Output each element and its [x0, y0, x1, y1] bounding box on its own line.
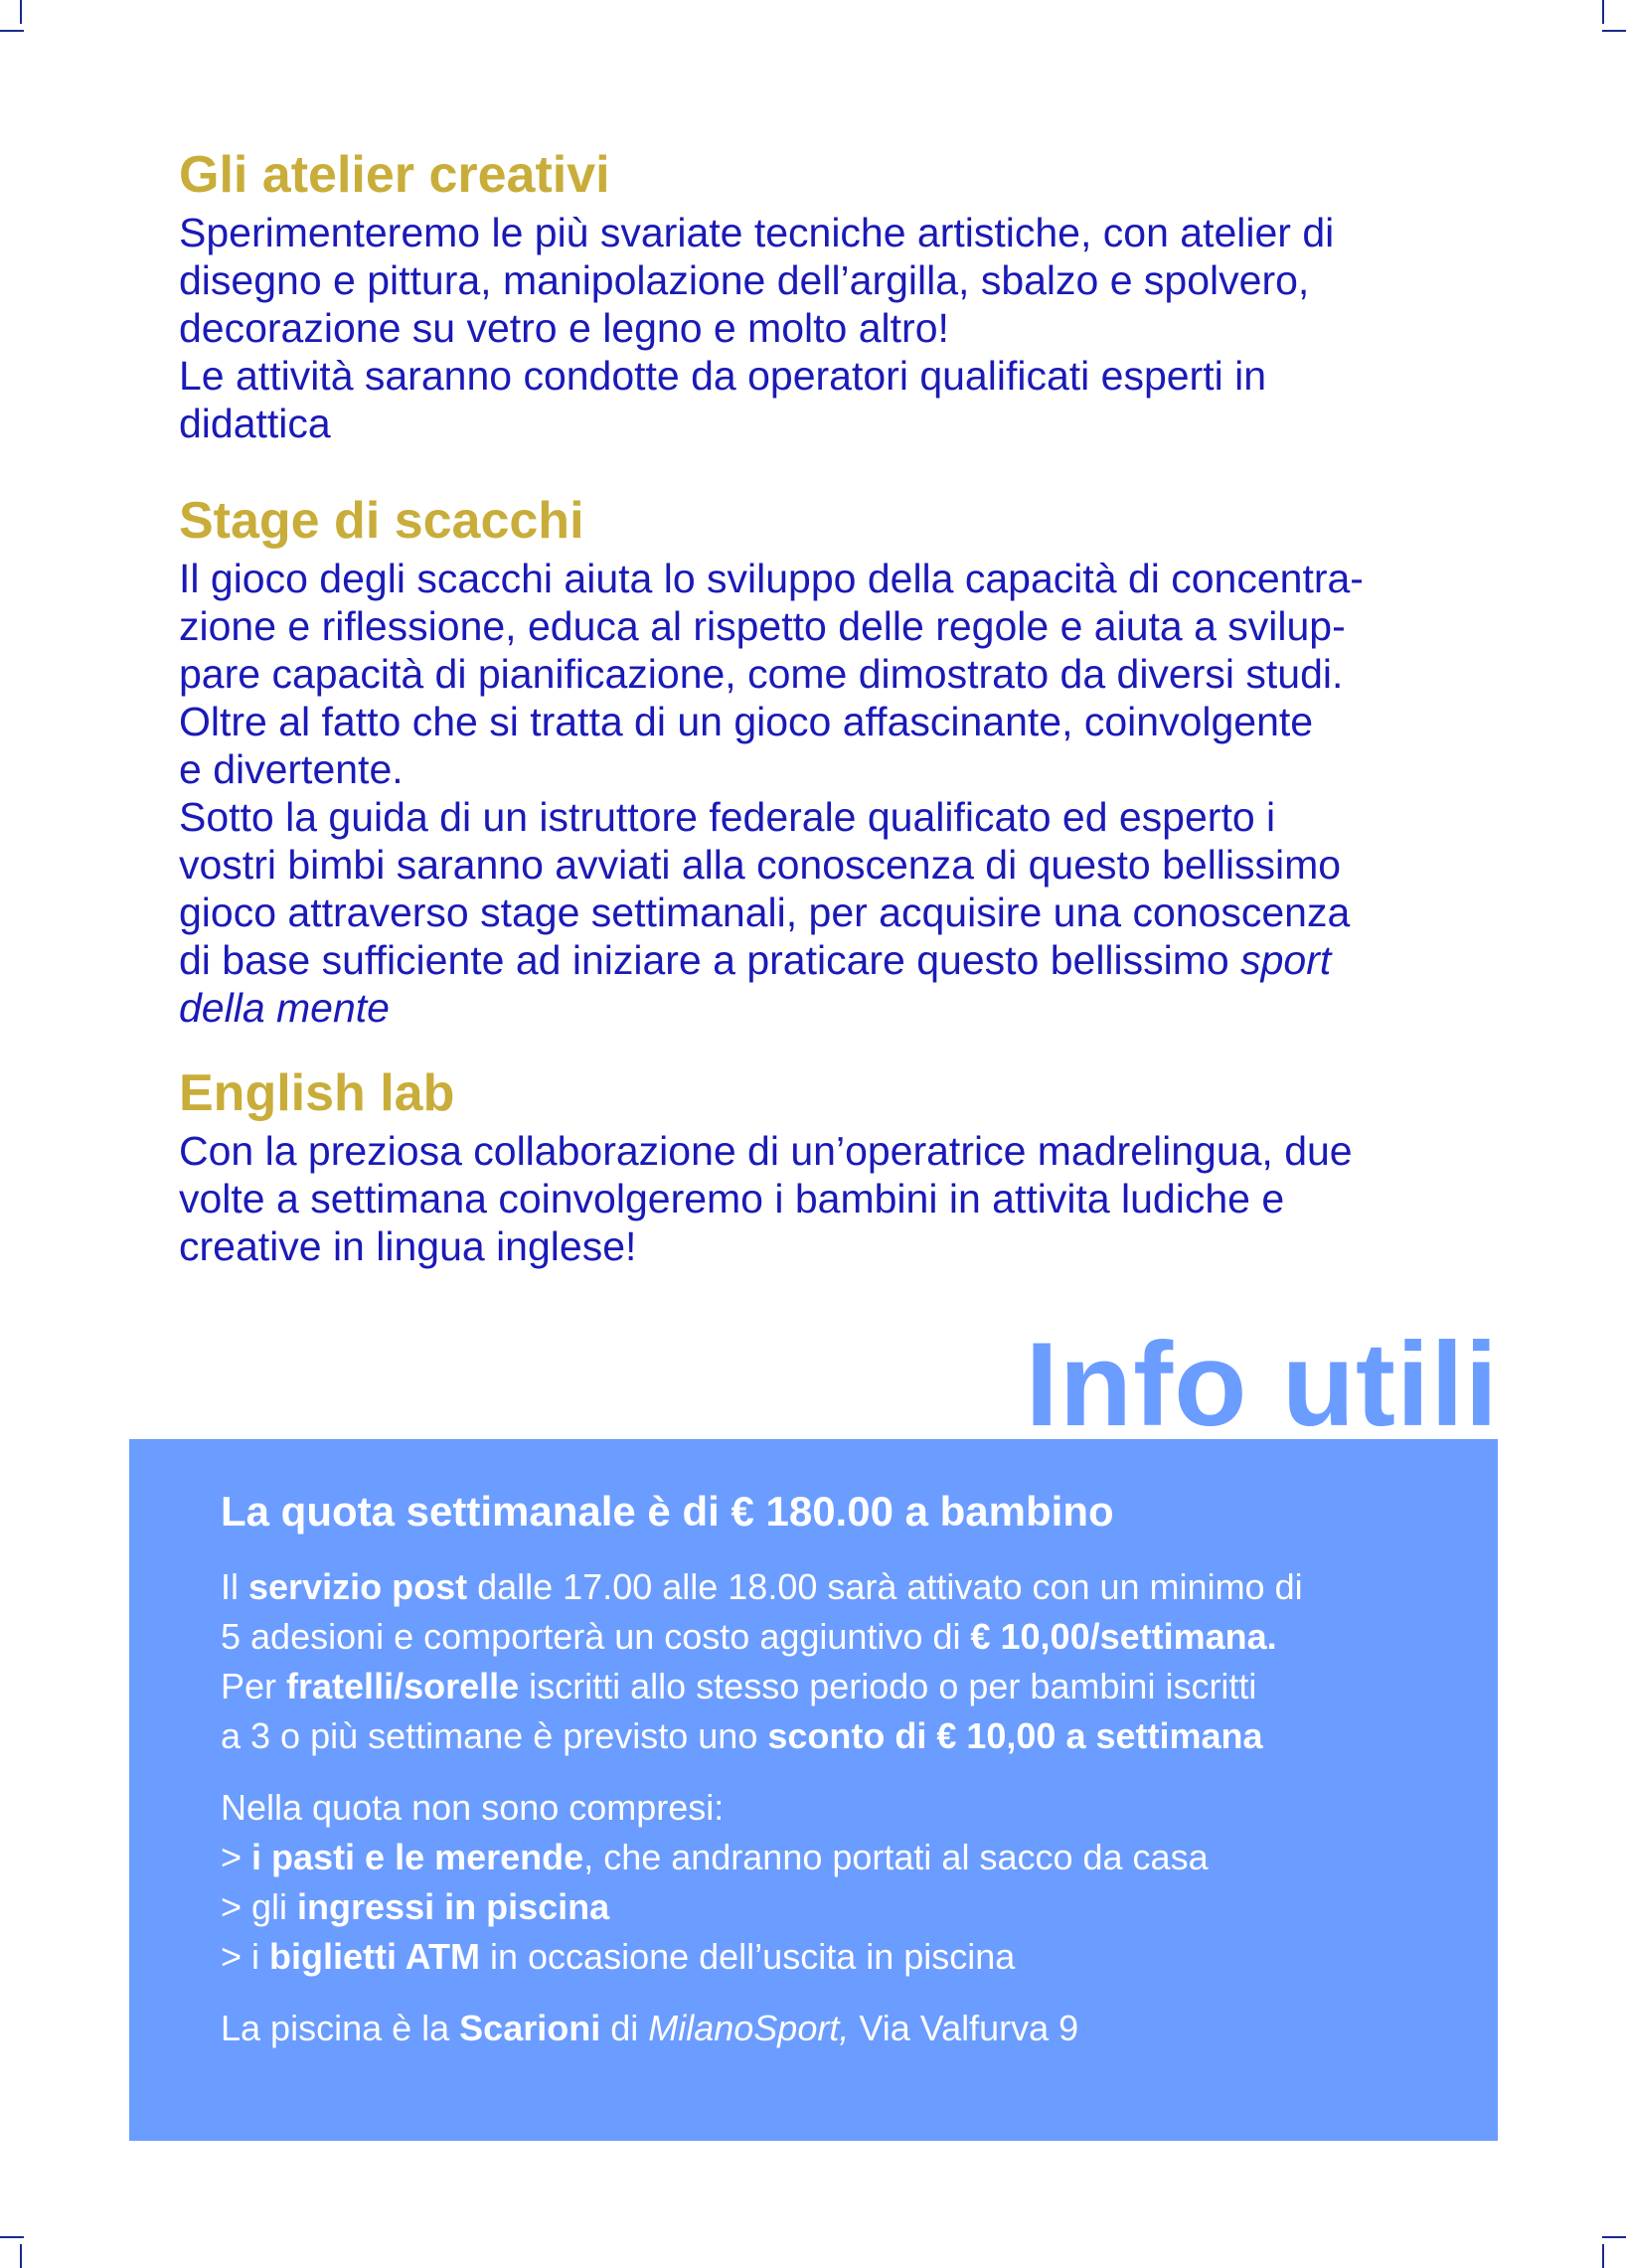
info-line [221, 1562, 1433, 1612]
bold-text: biglietti ATM [269, 1936, 480, 1977]
section-atelier [179, 145, 1461, 447]
section-body: Con la preziosa collaborazione di un’operatrice madrelingua, due volte a settimana coinvolgeremo i bambini in attivita ludiche e creative in lingua inglese! [179, 1128, 1353, 1269]
section-body-text: Il gioco degli scacchi aiuta lo sviluppo della capacità di concentra- zione e riflessione, educa al rispetto delle regole e aiuta a svilup- pare capacità di pianificazione, come dimostrato da diversi studi. Oltre al fatto che si tratta di un gioco affascinante, coinvolgente e divertente. Sotto la guida di un istruttore federale qualificato ed esperto i vostri bimbi saranno avviati alla conoscenza di questo bellissimo gioco attraverso stage settimanali, per acquisire una conoscenza di base sufficiente ad iniziare a praticare questo bellissimo [179, 556, 1364, 983]
section-heading: Gli atelier creativi [179, 146, 610, 204]
crop-mark [0, 30, 24, 32]
text: , che andranno portati al sacco da casa [583, 1837, 1209, 1877]
info-title: Info utili [1025, 1318, 1499, 1451]
text: Il [221, 1566, 249, 1607]
text: Per [221, 1666, 287, 1706]
crop-mark [0, 2236, 24, 2238]
info-line [221, 1662, 1433, 1711]
text: a 3 o più settimane è previsto uno [221, 1715, 768, 1756]
section-body: Sperimenteremo le più svariate tecniche artistiche, con atelier di disegno e pittura, manipolazione dell’argilla, sbalzo e spolvero, decorazione su vetro e legno e molto altro! Le attività saranno condotte da operatori qualificati esperti in didattica [179, 210, 1335, 446]
excluded-list [221, 1783, 1433, 1982]
section-heading: Stage di scacchi [179, 492, 584, 550]
post-service-paragraph [221, 1562, 1433, 1761]
text: iscritti allo stesso periodo o per bambini iscritti [519, 1666, 1257, 1706]
info-line [221, 1612, 1433, 1662]
text: 5 adesioni e comporterà un costo aggiuntivo di [221, 1616, 971, 1657]
crop-mark [20, 2244, 22, 2268]
section-body [179, 555, 1461, 1032]
text: di [600, 2008, 649, 2048]
bold-text: i pasti e le merende [251, 1837, 584, 1877]
text: Via Valfurva 9 [849, 2008, 1079, 2048]
bold-text: ingressi in piscina [297, 1886, 610, 1927]
section-english [179, 1063, 1461, 1270]
bold-text: Scarioni [459, 2008, 601, 2048]
section-heading: English lab [179, 1064, 455, 1122]
bold-text: sconto di € 10,00 a settimana [767, 1715, 1263, 1756]
bold-text: fratelli/sorelle [286, 1666, 520, 1706]
text: in occasione dell’uscita in piscina [480, 1936, 1016, 1977]
pool-info [221, 2004, 1433, 2053]
excluded-item [221, 1882, 1433, 1932]
text: dalle 17.00 alle 18.00 sarà attivato con un minimo di [467, 1566, 1303, 1607]
text: > [221, 1837, 252, 1877]
crop-mark [20, 0, 22, 24]
crop-mark [1602, 2244, 1604, 2268]
excluded-item [221, 1932, 1433, 1982]
italic-text: MilanoSport, [648, 2008, 850, 2048]
section-scacchi [179, 491, 1461, 1032]
weekly-fee: La quota settimanale è di € 180.00 a bambino [221, 1488, 1114, 1535]
text: > gli [221, 1886, 298, 1927]
text: La piscina è la [221, 2008, 460, 2048]
excluded-intro: Nella quota non sono compresi: [221, 1787, 725, 1828]
excluded-item [221, 1833, 1433, 1882]
bold-text: servizio post [248, 1566, 468, 1607]
bold-text: € 10,00/settimana. [970, 1616, 1277, 1657]
crop-mark [1602, 2236, 1626, 2238]
crop-mark [1602, 0, 1604, 24]
text: > i [221, 1936, 270, 1977]
crop-mark [1602, 30, 1626, 32]
info-content [221, 1487, 1433, 2075]
info-line [221, 1711, 1433, 1761]
section-body-italic: sport della mente [179, 937, 1332, 1031]
info-box [129, 1439, 1498, 2141]
